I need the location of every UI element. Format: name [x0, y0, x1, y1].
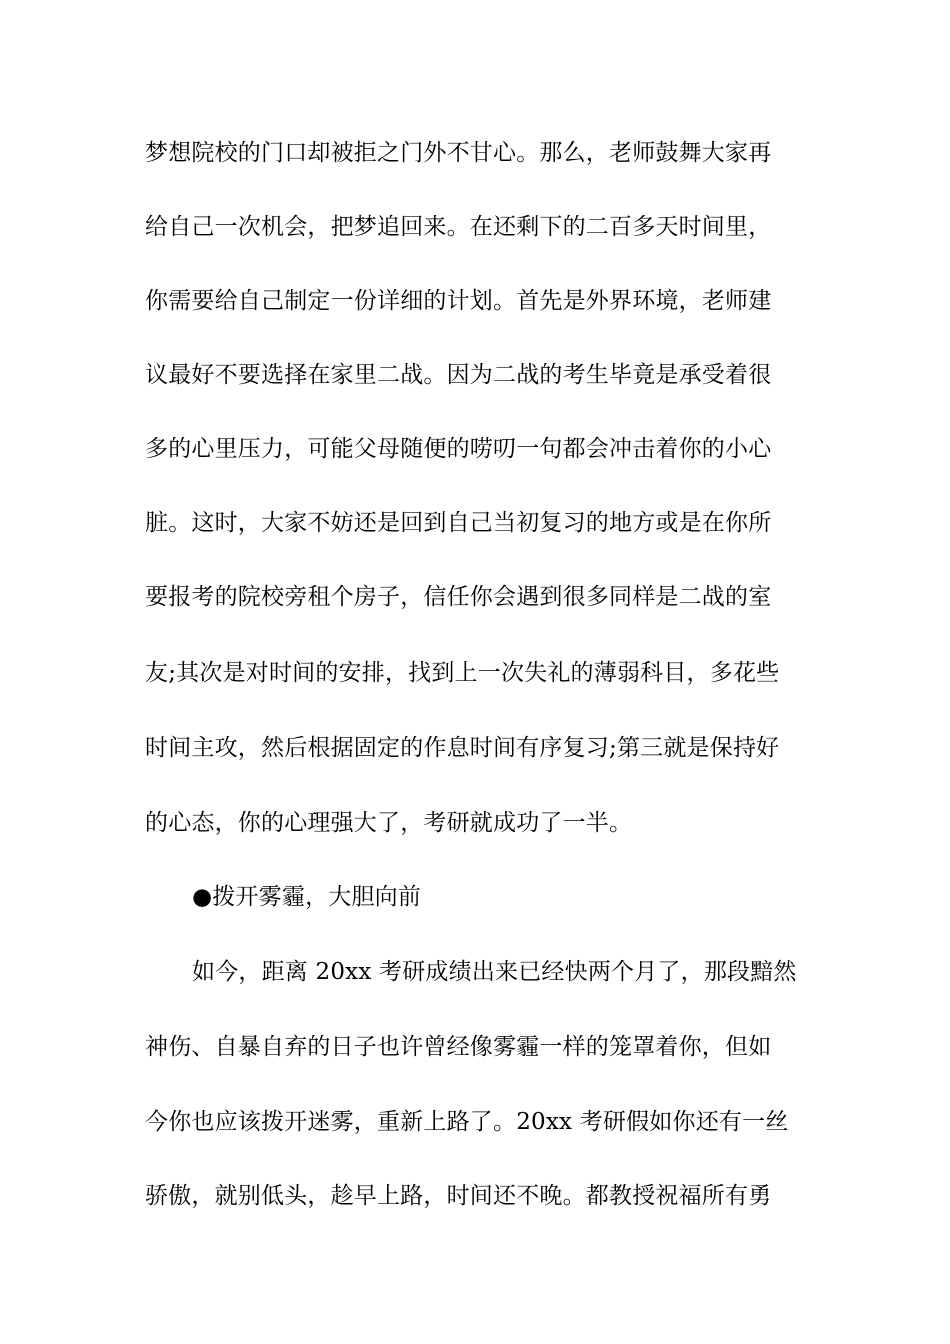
- paragraph-line: 的心态，你的心理强大了，考研就成功了一半。: [145, 810, 633, 836]
- paragraph-line: 时间主攻，然后根据固定的作息时间有序复习;第三就是保持好: [145, 735, 780, 761]
- paragraph-line: 脏。这时，大家不妨还是回到自己当初复习的地方或是在你所: [145, 510, 772, 536]
- paragraph-line: 友;其次是对时间的安排，找到上一次失礼的薄弱科目，多花些: [145, 660, 780, 686]
- paragraph-line: 要报考的院校旁租个房子，信任你会遇到很多同样是二战的室: [145, 584, 772, 610]
- paragraph-line: 梦想院校的门口却被拒之门外不甘心。那么，老师鼓舞大家再: [145, 140, 772, 166]
- paragraph-line: 给自己一次机会，把梦追回来。在还剩下的二百多天时间里，: [145, 214, 772, 240]
- paragraph-line: 今你也应该拨开迷雾，重新上路了。20xx 考研假如你还有一丝: [145, 1109, 789, 1135]
- paragraph-line: 议最好不要选择在家里二战。因为二战的考生毕竟是承受着很: [145, 362, 772, 388]
- paragraph-line: 骄傲，就别低头，趁早上路，时间还不晚。都教授祝福所有勇: [145, 1183, 772, 1209]
- paragraph-line: 神伤、自暴自弃的日子也许曾经像雾霾一样的笼罩着你，但如: [145, 1034, 772, 1060]
- paragraph-line: 如今，距离 20xx 考研成绩出来已经快两个月了，那段黯然: [192, 959, 797, 985]
- paragraph-line: 多的心里压力，可能父母随便的唠叨一句都会冲击着你的小心: [145, 436, 772, 462]
- section-heading: ●拨开雾霾，大胆向前: [192, 884, 422, 910]
- paragraph-line: 你需要给自己制定一份详细的计划。首先是外界环境，老师建: [145, 288, 772, 314]
